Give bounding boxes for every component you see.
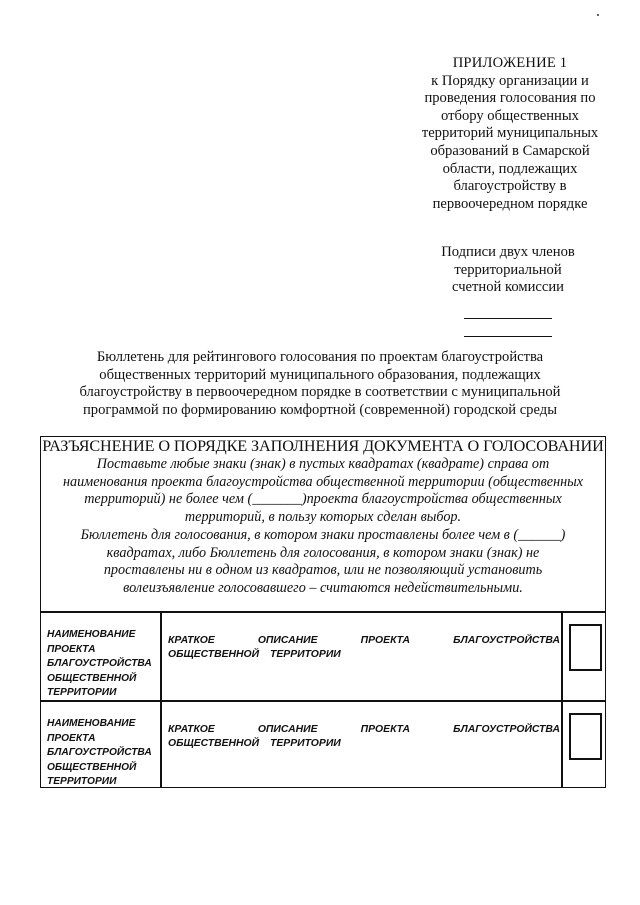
column-divider: [561, 611, 563, 787]
project-name-line: БЛАГОУСТРОЙСТВА: [47, 747, 152, 758]
ballot-title-line: благоустройству в первоочередном порядке в соответствии с муниципальной: [79, 384, 561, 401]
appendix-header: [405, 55, 615, 213]
scan-speck: [597, 14, 599, 16]
project-name-line: ПРОЕКТА: [47, 643, 96, 655]
candidate-row: [41, 612, 605, 700]
appendix-line: к Порядку организации и: [431, 72, 589, 89]
instructions-heading: РАЗЪЯСНЕНИЕ О ПОРЯДКЕ ЗАПОЛНЕНИЯ ДОКУМЕНТА О ГОЛОСОВАНИИ: [42, 437, 604, 455]
signature-line-1[interactable]: [464, 318, 552, 319]
project-description: КРАТКОЕ ОПИСАНИЕ ПРОЕКТА БЛАГОУСТРОЙСТВА ОБЩЕСТВЕННОЙ ТЕРРИТОРИИ: [168, 724, 560, 749]
signature-caption-line: Подписи двух членов: [441, 244, 575, 260]
appendix-line: территорий муниципальных: [421, 125, 599, 142]
appendix-title: ПРИЛОЖЕНИЕ 1: [452, 55, 568, 71]
appendix-line: области, подлежащих: [442, 160, 578, 177]
ballot-title: [40, 349, 600, 419]
appendix-line: образований в Самарской: [430, 142, 590, 159]
vote-checkbox[interactable]: [569, 713, 602, 760]
appendix-line: благоустройству в: [453, 178, 567, 195]
project-name-line: БЛАГОУСТРОЙСТВА: [47, 658, 152, 669]
signature-caption-line: территориальной: [454, 261, 562, 278]
project-name: [47, 628, 157, 701]
ballot-title-line: общественных территорий муниципального образования, подлежащих: [99, 366, 541, 383]
instructions-text: [49, 456, 597, 598]
appendix-line: первоочередном порядке: [432, 195, 588, 212]
ballot-title-line: программой по формированию комфортной (современной) городской среды: [83, 401, 557, 418]
ballot-title-line: Бюллетень для рейтингового голосования по проектам благоустройства: [96, 349, 544, 365]
project-name-line: ТЕРРИТОРИИ: [47, 687, 117, 698]
instructions-line: территорий, в пользу которых сделан выбор.: [184, 509, 462, 526]
candidate-row: [41, 701, 605, 789]
ballot-table: [40, 436, 606, 788]
instructions-line: проставлены ни в одном из квадратов, или не позволяющий установить: [103, 562, 543, 579]
project-name-line: ПРОЕКТА: [47, 732, 96, 744]
project-name-line: ТЕРРИТОРИИ: [47, 776, 117, 787]
signature-line-2[interactable]: [464, 336, 552, 337]
project-name-line: НАИМЕНОВАНИЕ: [47, 629, 136, 640]
instructions-line: Поставьте любые знаки (знак) в пустых квадратах (квадрате) справа от: [96, 456, 550, 472]
project-name-line: НАИМЕНОВАНИЕ: [47, 718, 136, 729]
instructions-line: волеизъявление голосовавшего – считаются недействительными.: [123, 579, 523, 596]
signature-block: [418, 244, 598, 337]
project-name-line: ОБЩЕСТВЕННОЙ: [47, 761, 137, 773]
instructions-line: территорий) не более чем (_______)проекта благоустройства общественных: [84, 491, 562, 508]
instructions-line: Бюллетень для голосования, в котором знаки проставлены более чем в (______): [80, 526, 566, 543]
project-name: [47, 717, 157, 790]
instructions-line: квадратах, либо Бюллетень для голосования, в котором знаки (знак) не: [106, 544, 540, 561]
column-divider: [160, 611, 162, 787]
appendix-line: проведения голосования по: [424, 90, 596, 107]
vote-checkbox[interactable]: [569, 624, 602, 671]
appendix-line: отбору общественных: [441, 107, 579, 124]
signature-caption-line: счетной комиссии: [452, 279, 564, 296]
project-description: КРАТКОЕ ОПИСАНИЕ ПРОЕКТА БЛАГОУСТРОЙСТВА ОБЩЕСТВЕННОЙ ТЕРРИТОРИИ: [168, 635, 560, 660]
project-name-line: ОБЩЕСТВЕННОЙ: [47, 672, 137, 684]
instructions-line: наименования проекта благоустройства общественной территории (общественных: [62, 473, 584, 490]
